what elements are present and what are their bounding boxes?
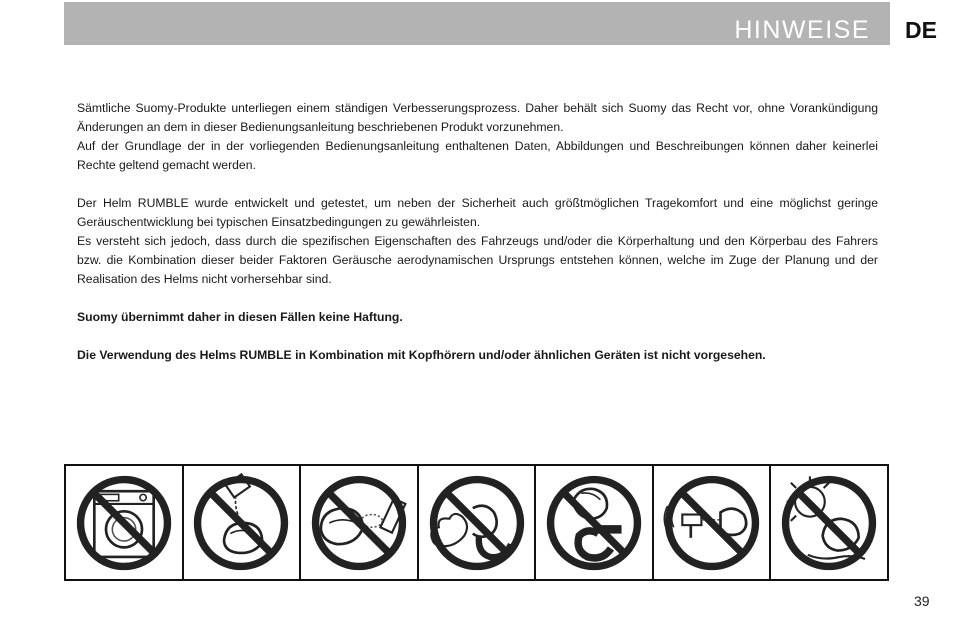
no-heat-icon [424,470,530,576]
warning-cell [654,466,772,579]
section-title: HINWEISE [734,16,870,44]
warning-cell [771,466,887,579]
paragraph: Der Helm RUMBLE wurde entwickelt und getestet, um neben der Sicherheit auch größtmöglichen Tragekomfort und eine möglichst geringe Geräuschentwicklung bei typischen Einsatzbedingungen zu gewährleisten. [77,196,878,229]
no-solvent-icon [188,470,294,576]
language-code: DE [905,17,937,43]
paragraph: Es versteht sich jedoch, dass durch die spezifischen Eigenschaften des Fahrzeugs und/oder die Körperhaltung und den Körperbau des Fahrers bzw. die Kombination dieser beider Faktoren Geräusche aerodynamischen Ursprungs entstehen können, welche im Zuge der Planung und der Realisation des Helms nicht vorhersehbar sind. [77,234,878,286]
liability-notice: Suomy übernimmt daher in diesen Fällen keine Haftung. [77,310,403,324]
warning-cell [66,466,184,579]
no-spray-icon [306,470,412,576]
warning-cell [536,466,654,579]
notes-text [77,99,878,365]
no-hairdryer-icon [659,470,765,576]
page-number: 39 [914,593,930,609]
header-bar [64,2,890,45]
paragraph: Sämtliche Suomy-Produkte unterliegen einem ständigen Verbesserungsprozess. Daher behält sich Suomy das Recht vor, ohne Vorankündigung Änderungen an dem in dieser Bedienungsanleitung beschriebenen Produkt vorzunehmen. [77,101,878,134]
warning-cell [419,466,537,579]
no-heater-icon [541,470,647,576]
no-washing-machine-icon [71,470,177,576]
paragraph: Auf der Grundlage der in der vorliegenden Bedienungsanleitung enthaltenen Daten, Abbildungen und Beschreibungen können daher keinerlei Rechte geltend gemacht werden. [77,139,878,172]
no-sun-exposure-icon [776,470,882,576]
warning-icons-strip [64,464,889,581]
warning-cell [184,466,302,579]
headphones-notice: Die Verwendung des Helms RUMBLE in Kombination mit Kopfhörern und/oder ähnlichen Geräten ist nicht vorgesehen. [77,348,766,362]
warning-cell [301,466,419,579]
